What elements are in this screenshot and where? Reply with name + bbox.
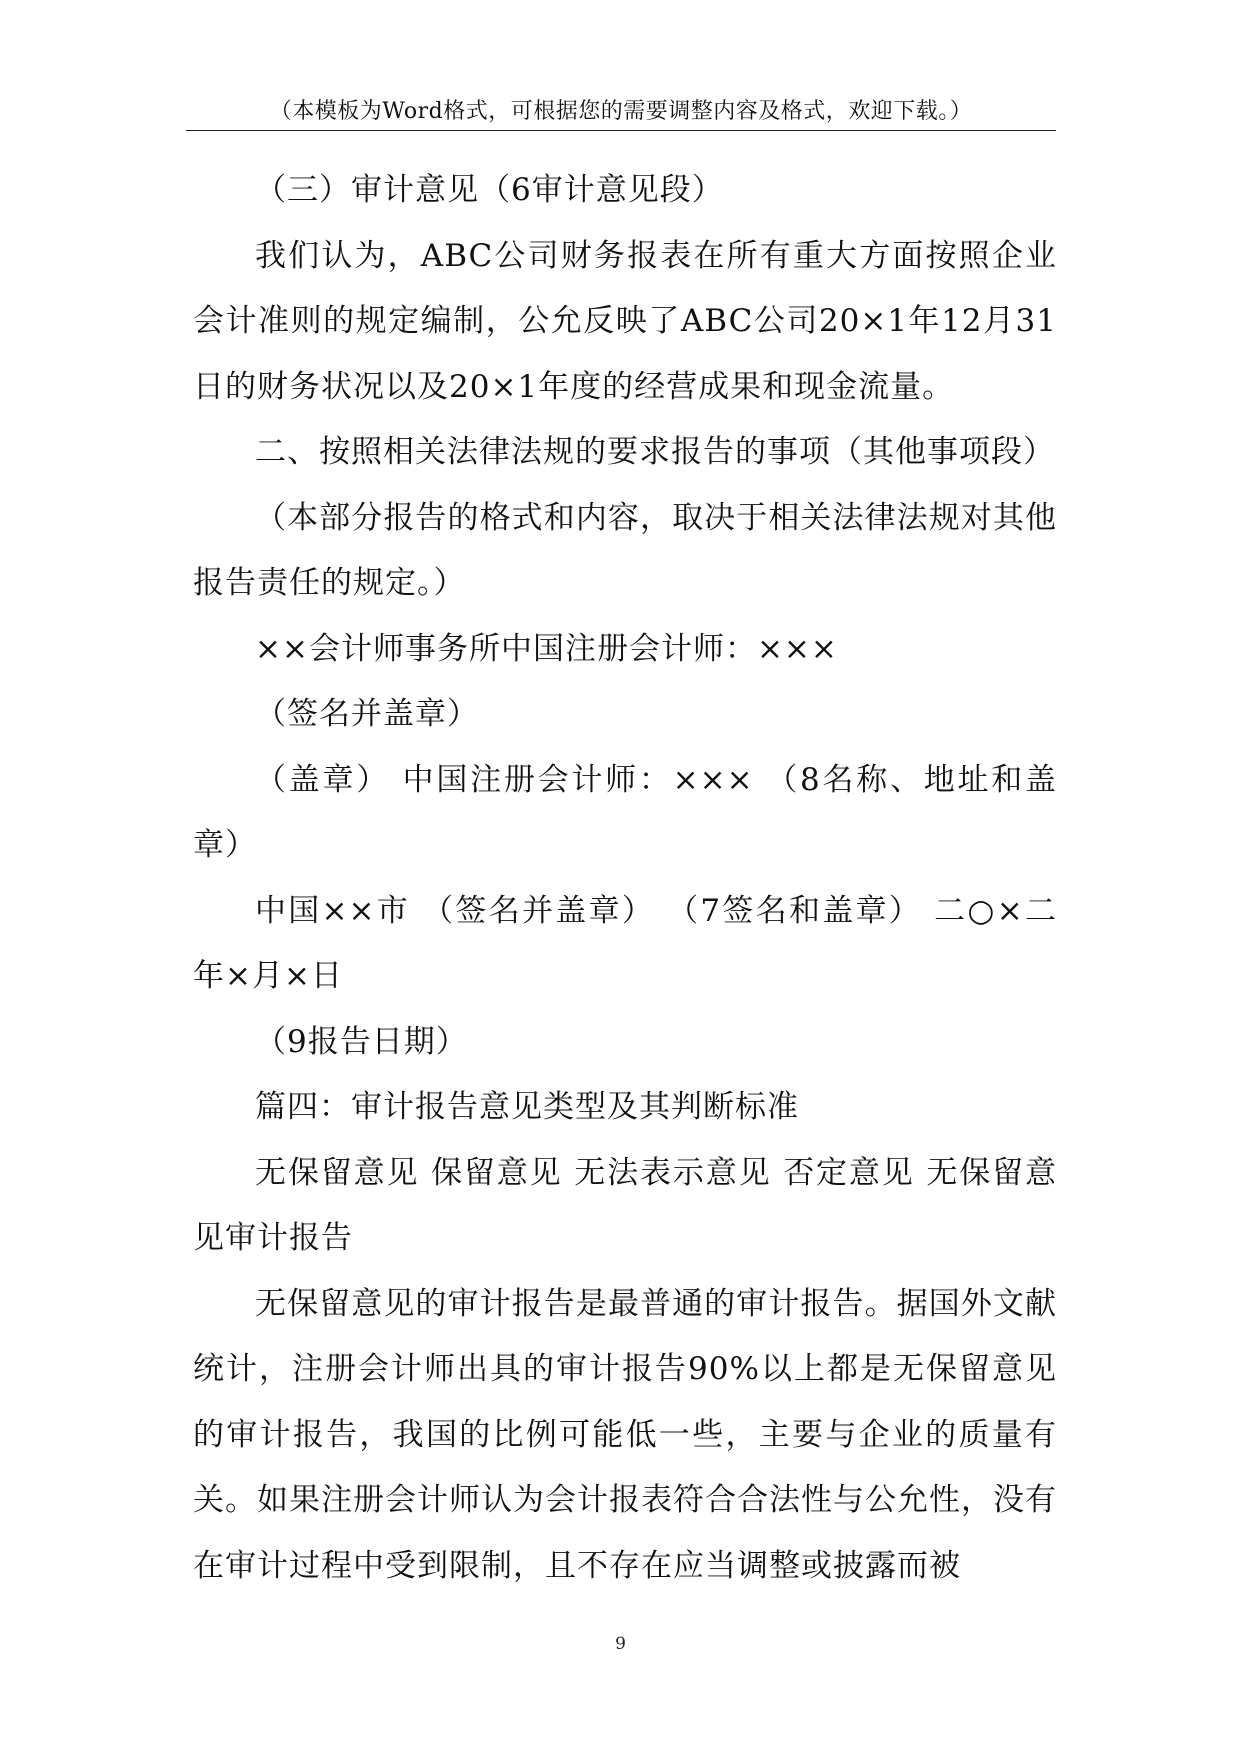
paragraph-opinion-list: 无保留意见 保留意见 无法表示意见 否定意见 无保留意见审计报告 bbox=[193, 1154, 1057, 1256]
header-divider bbox=[186, 130, 1056, 131]
template-note-header: （本模板为Word格式，可根据您的需要调整内容及格式，欢迎下载。） bbox=[269, 99, 973, 124]
paragraph-location-date: 中国××市 （签名并盖章） （7签名和盖章） 二○×二年×月×日 bbox=[193, 892, 1057, 994]
paragraph-sign-seal: （签名并盖章） bbox=[255, 696, 479, 732]
page-number: 9 bbox=[615, 1634, 626, 1654]
paragraph-cpa-seal: （盖章） 中国注册会计师：××× （8名称、地址和盖章） bbox=[193, 761, 1057, 863]
paragraph-legal-note: （本部分报告的格式和内容，取决于相关法律法规对其他报告责任的规定。） bbox=[193, 499, 1057, 601]
section-heading-audit-opinion: （三）审计意见（6审计意见段） bbox=[255, 172, 724, 208]
paragraph-unqualified-opinion: 无保留意见的审计报告是最普通的审计报告。据国外文献统计，注册会计师出具的审计报告90%以上都是无保留意见的审计报告，我国的比例可能低一些，主要与企业的质量有关。如果注册会计师认为会计报表符合合法性与公允性，没有在审计过程中受到限制，且不存在应当调整或披露而被 bbox=[193, 1285, 1057, 1584]
paragraph-opinion-statement: 我们认为，ABC公司财务报表在所有重大方面按照企业会计准则的规定编制，公允反映了ABC公司20×1年12月31日的财务状况以及20×1年度的经营成果和现金流量。 bbox=[193, 237, 1057, 405]
section-heading-opinion-types: 篇四：审计报告意见类型及其判断标准 bbox=[255, 1089, 799, 1125]
section-heading-legal-matters: 二、按照相关法律法规的要求报告的事项（其他事项段） bbox=[255, 434, 1055, 470]
paragraph-firm-signature: ××会计师事务所中国注册会计师：××× bbox=[255, 630, 838, 667]
paragraph-report-date: （9报告日期） bbox=[255, 1023, 468, 1060]
document-body bbox=[193, 158, 1057, 1599]
